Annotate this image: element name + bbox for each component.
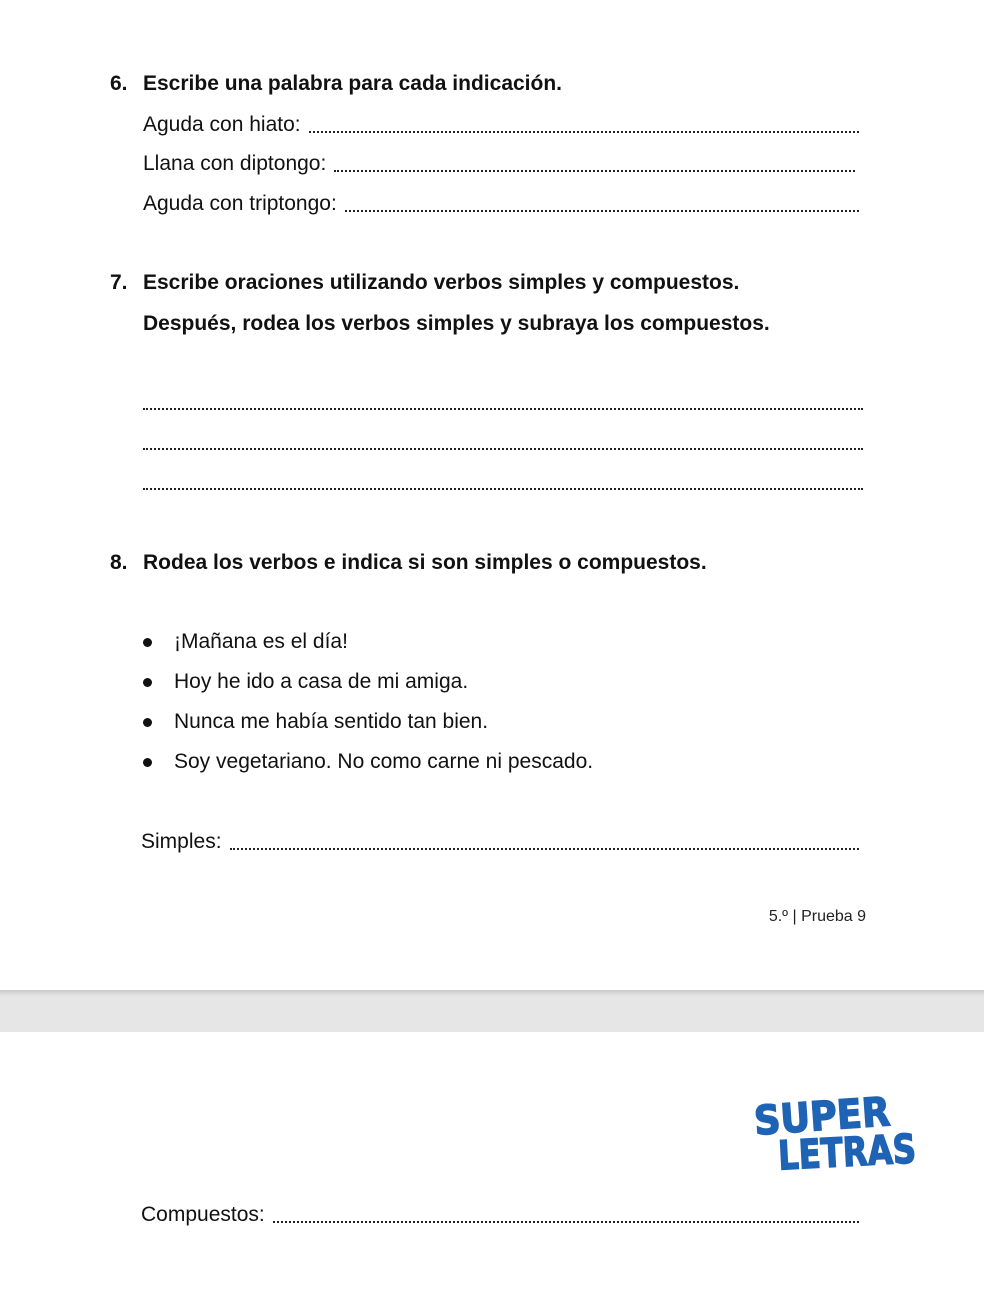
answer-line[interactable] [143,448,863,450]
answer-line[interactable] [143,408,863,410]
question-6-title [0,72,984,100]
question-text: Rodea los verbos e indica si son simples o compuestos. [143,551,707,574]
bullet-icon [143,638,152,647]
sentence-text: ¡Mañana es el día! [174,630,348,653]
logo-line1: SUPER [752,1088,905,1145]
simples-answer-line[interactable] [230,847,859,850]
question-7-subtitle: Después, rodea los verbos simples y subraya los compuestos. [143,312,770,335]
answer-label: Aguda con hiato: [143,113,301,136]
logo-line2: LETRAS [776,1124,950,1180]
question-text: Escribe oraciones utilizando verbos simples y compuestos. [143,271,740,294]
question-7-title [0,271,984,299]
answer-line[interactable] [309,130,859,133]
bullet-icon [143,718,152,727]
page-separator-shadow [0,990,984,996]
bullet-icon [143,758,152,767]
answer-line[interactable] [345,209,859,212]
compuestos-row [141,1203,859,1227]
compuestos-answer-line[interactable] [273,1220,859,1223]
answer-label: Aguda con triptongo: [143,192,337,215]
simples-label: Simples: [141,830,222,853]
answer-label: Llana con diptongo: [143,152,327,175]
answer-row-aguda-triptongo [143,192,859,216]
question-text: Escribe una palabra para cada indicación. [143,72,562,95]
simples-row [141,830,859,854]
question-number: 8. [110,551,128,574]
list-item [143,630,348,654]
question-number: 6. [110,72,128,95]
compuestos-label: Compuestos: [141,1203,265,1226]
list-item [143,670,468,694]
question-number: 7. [110,271,128,294]
answer-line[interactable] [334,169,855,172]
sentence-text: Nunca me había sentido tan bien. [174,710,489,733]
sentence-text: Soy vegetariano. No como carne ni pescado. [174,750,594,773]
superletras-logo [752,1086,950,1180]
list-item [143,750,593,774]
answer-line[interactable] [143,488,863,490]
page-separator [0,990,984,1032]
answer-row-aguda-hiato [143,113,859,137]
answer-row-llana-diptongo [143,152,855,176]
question-8-title [0,551,984,579]
page-footer: 5.º | Prueba 9 [768,908,866,925]
bullet-icon [143,678,152,687]
list-item [143,710,488,734]
sentence-text: Hoy he ido a casa de mi amiga. [174,670,469,693]
